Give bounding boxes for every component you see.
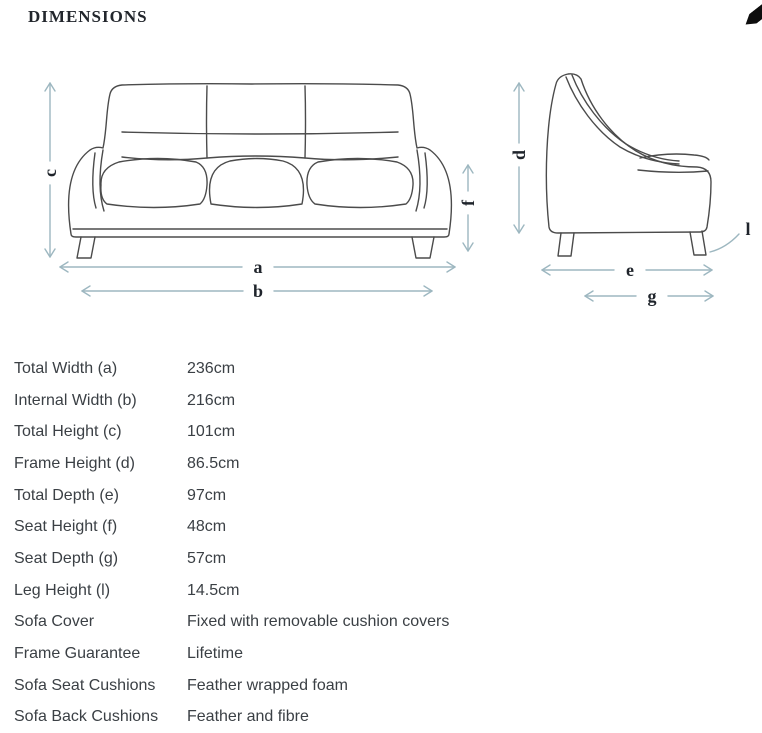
spec-value: 101cm: [187, 423, 236, 441]
spec-label: Sofa Back Cushions: [14, 708, 159, 726]
table-row: [14, 702, 754, 733]
spec-value: 216cm: [187, 391, 236, 409]
spec-label: Internal Width (b): [14, 391, 137, 409]
table-row: [14, 638, 754, 670]
dim-label-d: d: [509, 149, 529, 161]
pencil-icon[interactable]: [742, 0, 762, 29]
table-row: [14, 511, 754, 543]
spec-value: 57cm: [187, 549, 227, 567]
table-row: [14, 353, 754, 385]
sofa-side-view: [546, 74, 711, 256]
dimension-diagram: [0, 55, 762, 320]
dim-label-l: l: [745, 219, 751, 239]
dim-label-b: b: [252, 281, 264, 301]
spec-label: Total Height (c): [14, 423, 122, 441]
dim-label-g: g: [647, 286, 657, 306]
spec-value: Feather and fibre: [187, 708, 309, 726]
spec-value: Feather wrapped foam: [187, 676, 348, 694]
dim-label-a: a: [253, 257, 263, 277]
spec-value: 97cm: [187, 486, 227, 504]
table-row: [14, 575, 754, 607]
spec-label: Total Width (a): [14, 359, 118, 377]
spec-table: [14, 353, 754, 733]
spec-value: 86.5cm: [187, 454, 240, 472]
table-row: [14, 480, 754, 512]
dim-label-e: e: [626, 260, 634, 280]
spec-label: Sofa Cover: [14, 613, 95, 631]
page-title: DIMENSIONS: [28, 7, 148, 26]
table-row: [14, 416, 754, 448]
table-row: [14, 670, 754, 702]
spec-value: Lifetime: [187, 645, 244, 663]
spec-label: Seat Height (f): [14, 518, 118, 536]
spec-value: 48cm: [187, 518, 227, 536]
dim-label-c: c: [40, 169, 60, 177]
table-row: [14, 448, 754, 480]
table-row: [14, 543, 754, 575]
dim-label-f: f: [458, 200, 478, 206]
table-row: [14, 385, 754, 417]
spec-label: Leg Height (l): [14, 581, 111, 599]
spec-label: Seat Depth (g): [14, 549, 119, 567]
spec-value: 14.5cm: [187, 581, 240, 599]
spec-value: Fixed with removable cushion covers: [187, 613, 450, 631]
table-row: [14, 607, 754, 639]
spec-label: Sofa Seat Cushions: [14, 676, 156, 694]
spec-label: Total Depth (e): [14, 486, 119, 504]
sofa-front-view: [69, 84, 452, 258]
spec-label: Frame Height (d): [14, 454, 135, 472]
spec-value: 236cm: [187, 359, 236, 377]
dimension-arrows: [40, 83, 751, 306]
spec-label: Frame Guarantee: [14, 645, 141, 663]
